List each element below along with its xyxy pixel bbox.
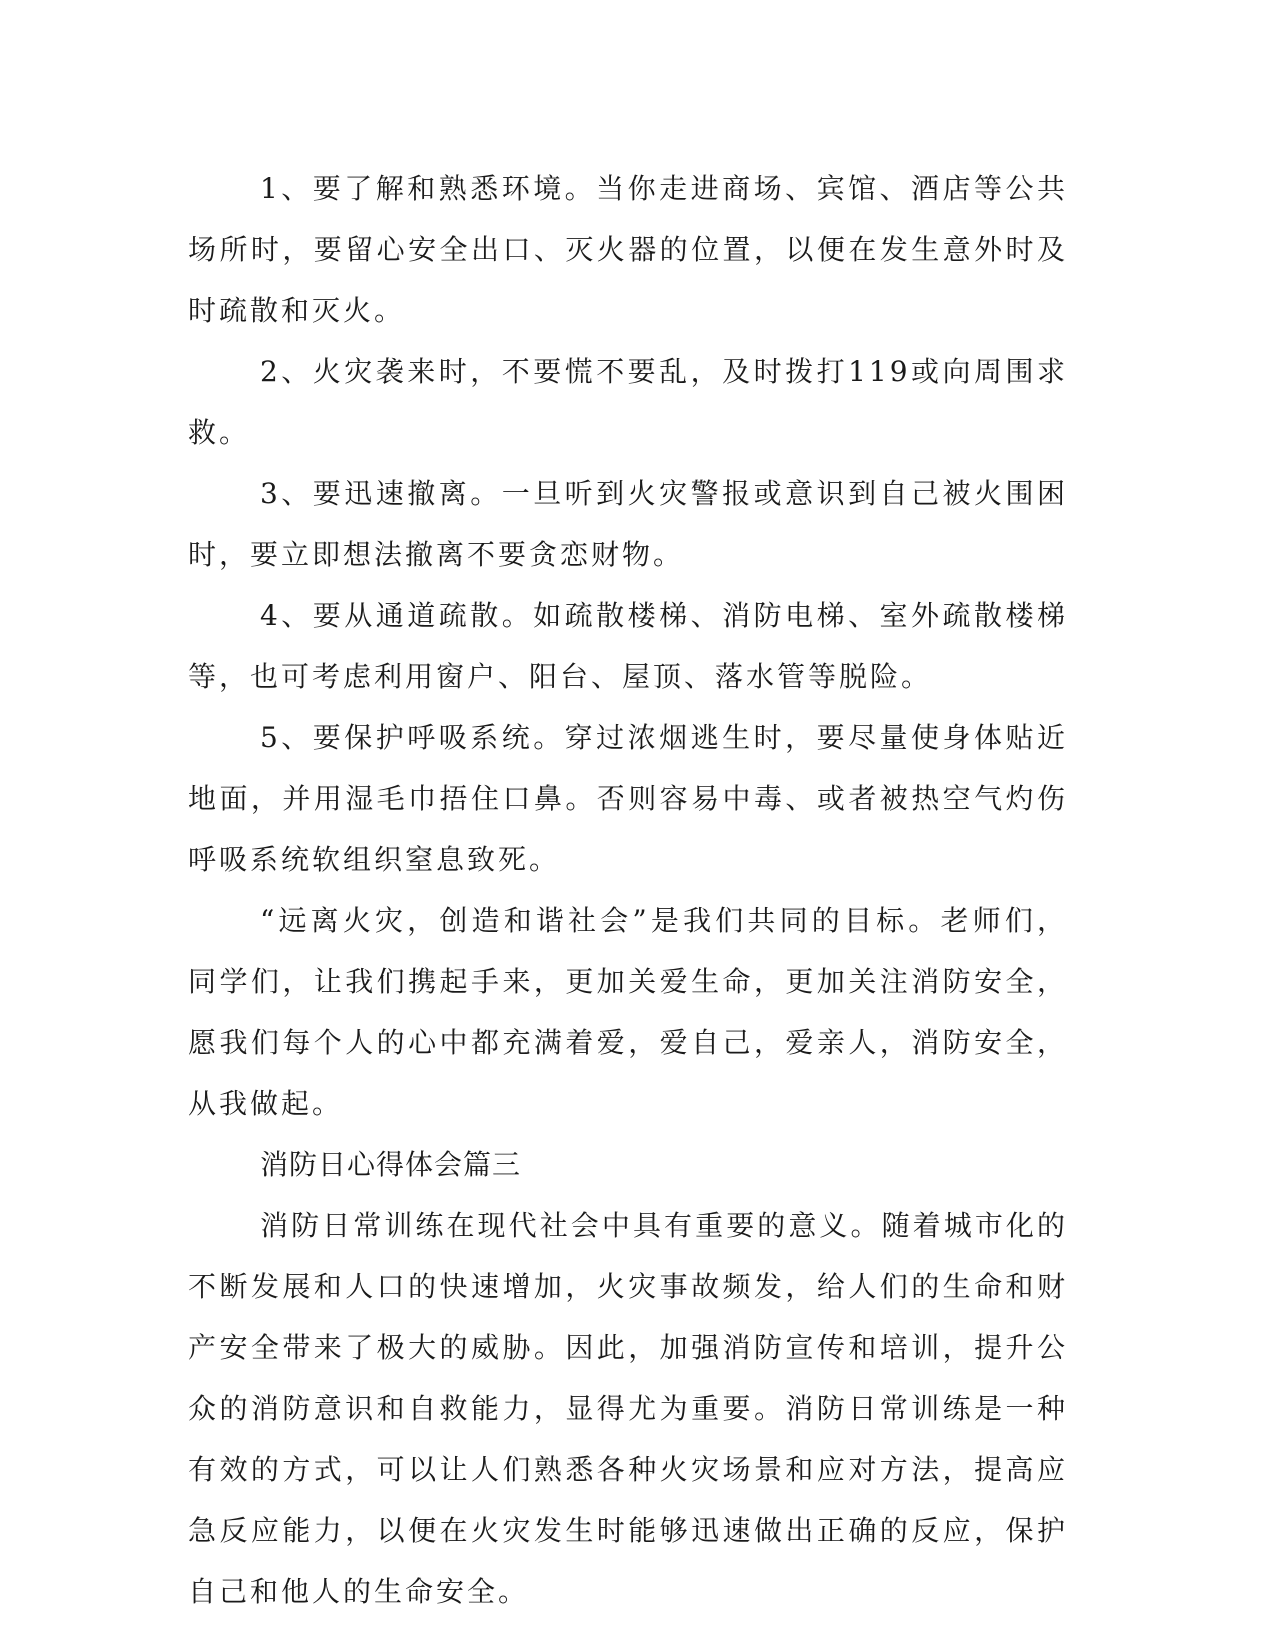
paragraph-tip-5: 5、要保护呼吸系统。穿过浓烟逃生时，要尽量使身体贴近地面，并用湿毛巾捂住口鼻。否则容易中毒、或者被热空气灼伤呼吸系统软组织窒息致死。 — [188, 721, 1068, 876]
document-body — [188, 158, 1068, 1622]
paragraph-tip-1: 1、要了解和熟悉环境。当你走进商场、宾馆、酒店等公共场所时，要留心安全出口、灭火器的位置，以便在发生意外时及时疏散和灭火。 — [188, 172, 1068, 327]
paragraph-section-intro: 消防日常训练在现代社会中具有重要的意义。随着城市化的不断发展和人口的快速增加，火灾事故频发，给人们的生命和财产安全带来了极大的威胁。因此，加强消防宣传和培训，提升公众的消防意识和自救能力，显得尤为重要。消防日常训练是一种有效的方式，可以让人们熟悉各种火灾场景和应对方法，提高应急反应能力，以便在火灾发生时能够迅速做出正确的反应，保护自己和他人的生命安全。 — [188, 1209, 1068, 1608]
paragraph-tip-2: 2、火灾袭来时，不要慌不要乱，及时拨打119或向周围求救。 — [188, 355, 1068, 449]
paragraph-closing: “远离火灾，创造和谐社会”是我们共同的目标。老师们，同学们，让我们携起手来，更加关爱生命，更加关注消防安全，愿我们每个人的心中都充满着爱，爱自己，爱亲人，消防安全，从我做起。 — [188, 904, 1068, 1120]
paragraph-tip-4: 4、要从通道疏散。如疏散楼梯、消防电梯、室外疏散楼梯等，也可考虑利用窗户、阳台、屋顶、落水管等脱险。 — [188, 599, 1068, 693]
section-title: 消防日心得体会篇三 — [260, 1148, 522, 1181]
paragraph-tip-3: 3、要迅速撤离。一旦听到火灾警报或意识到自己被火围困时，要立即想法撤离不要贪恋财物。 — [188, 477, 1068, 571]
